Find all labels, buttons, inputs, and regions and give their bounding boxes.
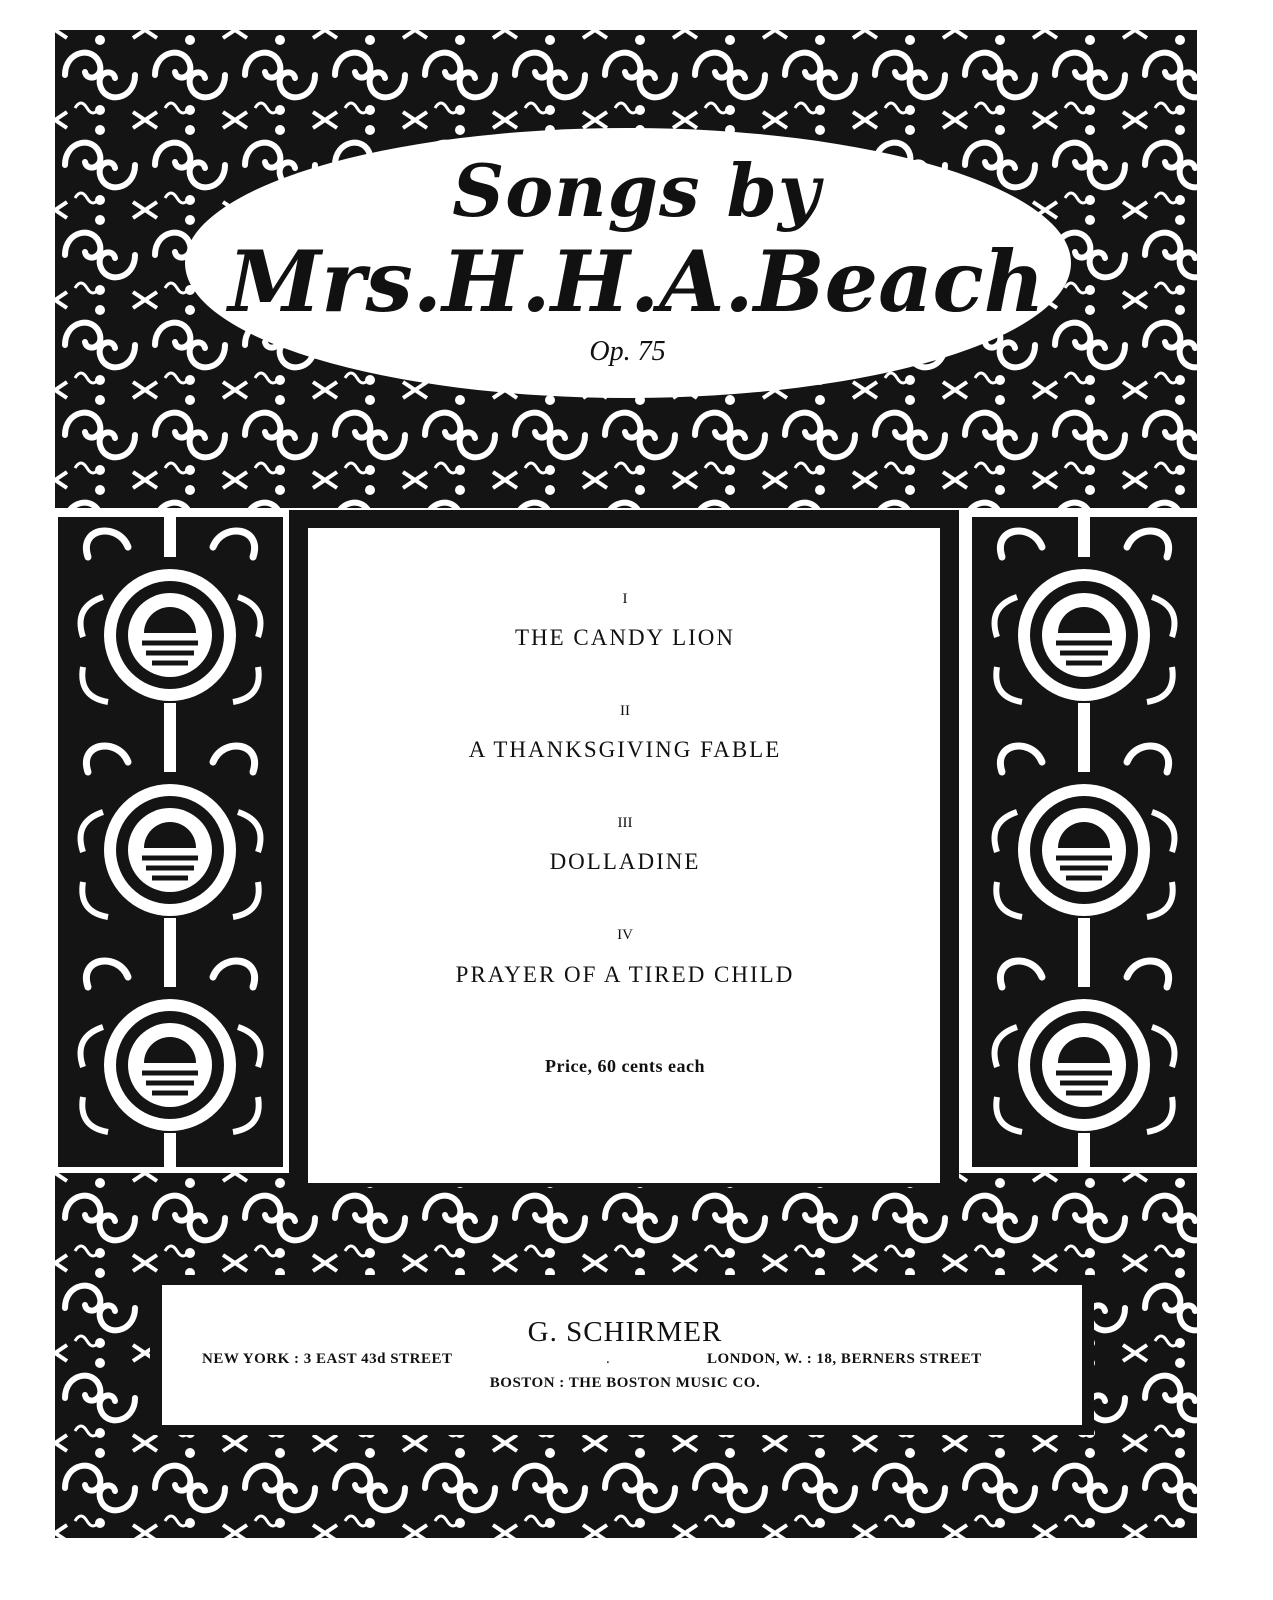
song-numeral: I [622,591,628,607]
address-boston: BOSTON : THE BOSTON MUSIC CO. [489,1375,761,1391]
song-title: A THANKSGIVING FABLE [468,737,782,762]
song-title: PRAYER OF A TIRED CHILD [455,962,795,987]
price-text: Price, 60 cents each [545,1056,705,1076]
title-composer: Mrs.H.H.A.Beach [228,232,1045,331]
address-london: LONDON, W. : 18, BERNERS STREET [707,1351,982,1367]
opus-number: Op. 75 [589,336,666,367]
song-numeral: IV [617,927,633,943]
title-songs-by: Songs by [452,148,821,233]
publisher-name: G. SCHIRMER [527,1316,723,1348]
song-numeral: II [620,703,630,719]
song-title: DOLLADINE [549,849,701,874]
address-separator: . [606,1351,610,1367]
song-title: THE CANDY LION [514,625,736,650]
song-numeral: III [617,815,633,831]
address-new-york: NEW YORK : 3 EAST 43d STREET [202,1351,453,1367]
